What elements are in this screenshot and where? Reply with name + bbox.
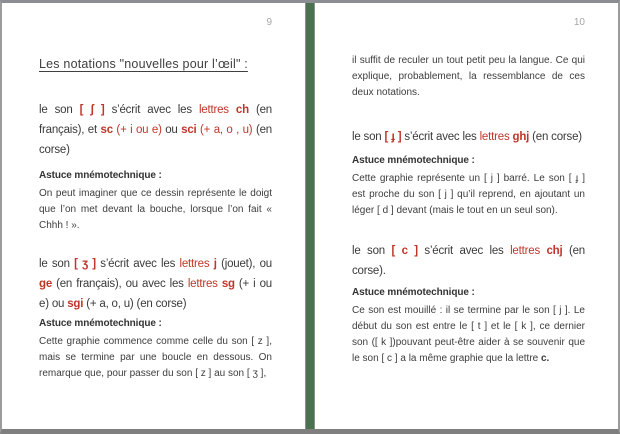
text-segment: sgi [67, 298, 84, 310]
text-segment: (+ a, o , u) [196, 124, 253, 136]
text-segment: ch [235, 104, 249, 116]
astuce-text-j: Cette graphie commence comme celle du son [ z ], mais se termine par une boucle en dessous. On remarque que, pour passer du son [ z ] au son [ ʒ ], [39, 336, 272, 379]
text-segment: (en corse) [529, 131, 582, 143]
text-segment: lettres [187, 278, 222, 290]
text-segment: le son [352, 245, 392, 257]
astuce-text-ch: On peut imaginer que ce dessin représente le doigt que l’on met devant la bouche, lorsque l’on fait « Chhh ! ». [39, 188, 272, 231]
text-segment: s’écrit avec les [95, 258, 180, 270]
astuce-text-ghj: Cette graphie représente un [ j ] barré. Le son [ ɟ ] est proche du son [ j ] qu’il reprend, en ajoutant un léger [ d ] devant (mais le tout en un seul son). [352, 173, 585, 216]
text-segment: s’écrit avec les [401, 131, 480, 143]
astuce-heading: Astuce mnémotechnique : [39, 318, 162, 329]
page-number-right: 10 [573, 17, 585, 28]
text-segment: [ ʃ ] [79, 104, 105, 116]
text-segment: le son [39, 104, 80, 116]
text-segment: sc [100, 124, 113, 136]
text-segment: sg [221, 278, 235, 290]
astuce-heading: Astuce mnémotechnique : [352, 155, 475, 166]
text-segment: s’écrit avec les [104, 104, 199, 116]
text-segment: (en français), et [39, 104, 272, 136]
text-segment: lettres [479, 131, 513, 143]
text-segment: lettres [179, 258, 214, 270]
astuce-heading: Astuce mnémotechnique : [39, 170, 162, 181]
paragraph-son-ch [39, 100, 272, 160]
astuce-text-chj [352, 303, 585, 367]
section-title: Les notations "nouvelles pour l’œil" : [39, 57, 248, 71]
paragraph-son-chj [352, 241, 585, 281]
text-segment: sci [181, 124, 197, 136]
page-left [2, 3, 305, 429]
text-segment: lettres [198, 104, 236, 116]
paragraph-son-j [39, 254, 272, 314]
astuce-text-continuation: il suffit de reculer un tout petit peu la langue. Ce qui explique, probablement, la ressemblance de ces deux notations. [352, 55, 585, 98]
text-segment: c. [541, 353, 550, 364]
text-segment: ghj [512, 131, 530, 143]
text-segment: ou [165, 124, 182, 136]
text-segment: chj [546, 245, 563, 257]
text-segment: [ ɟ ] [384, 131, 402, 143]
text-segment: [ ʒ ] [74, 258, 96, 270]
text-segment: le son [39, 258, 75, 270]
text-segment: (+ i ou e) [112, 124, 166, 136]
text-segment: Ce son est mouillé : il se termine par le son [ j ]. Le début du son est entre le [ t ] et le [ k ], ce dernier son ([ k ])pouvant peut-être aider à se souvenir que le son [ c ] a la même graphie que la lettre [352, 305, 585, 364]
page-right [315, 3, 618, 429]
text-segment: le son [352, 131, 385, 143]
text-segment: s’écrit avec les [417, 245, 511, 257]
text-segment: (jouet), ou [216, 258, 272, 270]
text-segment: (+ a, o, u) (en corse) [83, 298, 187, 310]
page-gutter-divider [305, 3, 315, 429]
text-segment: j [213, 258, 217, 270]
text-segment: ge [39, 278, 53, 290]
paragraph-son-ghj [352, 127, 585, 147]
text-segment: (en français), ou avec les [52, 278, 188, 290]
page-number-left: 9 [266, 17, 272, 28]
text-segment: [ c ] [391, 245, 418, 257]
astuce-heading: Astuce mnémotechnique : [352, 287, 475, 298]
text-segment: lettres [510, 245, 547, 257]
text-segment: (en corse) [39, 124, 272, 156]
text-segment: (en corse). [352, 245, 586, 277]
text-segment: (+ i ou e) ou [39, 278, 272, 310]
